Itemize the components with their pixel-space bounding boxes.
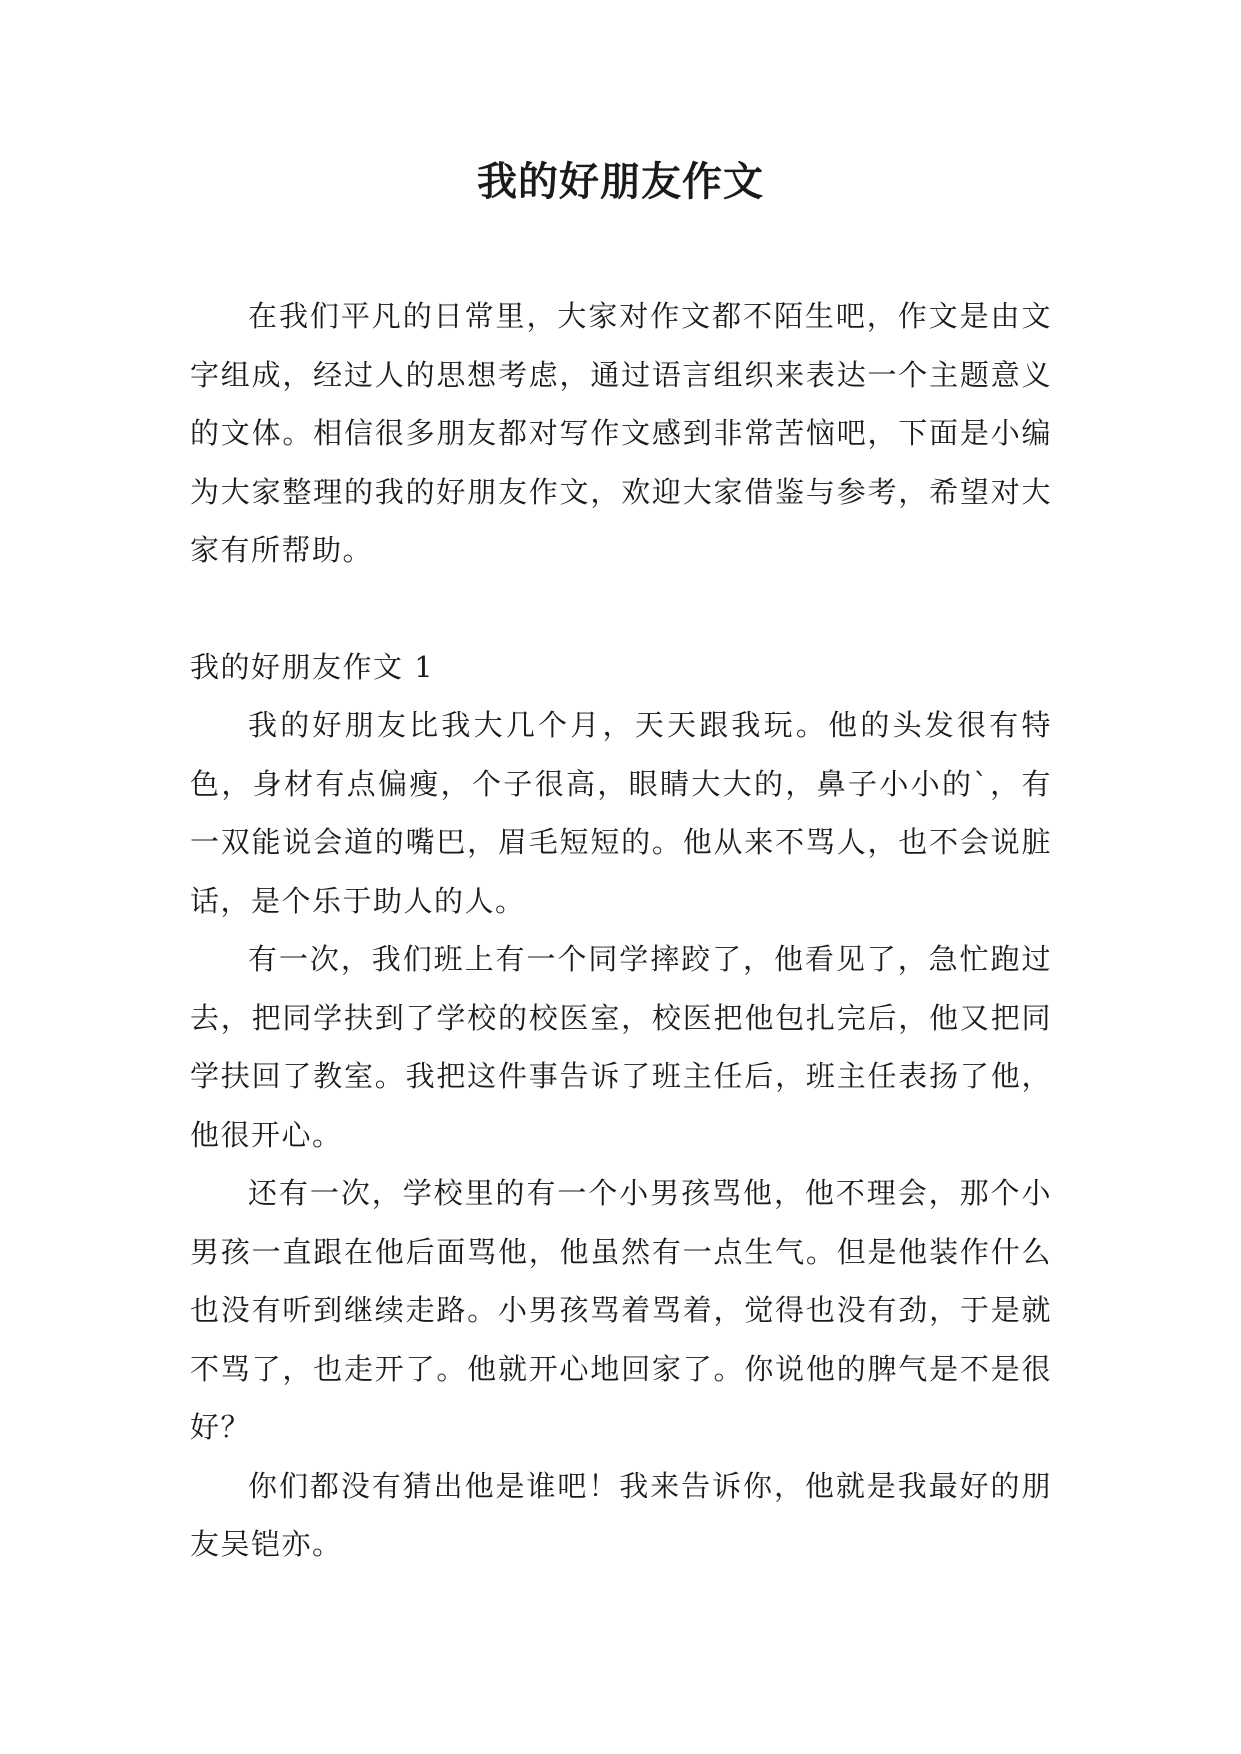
document-title: 我的好朋友作文 [477, 158, 764, 205]
section-heading: 我的好朋友作文 1 [190, 649, 435, 684]
intro-paragraph: 在我们平凡的日常里，大家对作文都不陌生吧，作文是由文字组成，经过人的思想考虑，通过语言组织来表达一个主题意义的文体。相信很多朋友都对写作文感到非常苦恼吧，下面是小编为大家整理的我的好朋友作文，欢迎大家借鉴与参考，希望对大家有所帮助。 [190, 299, 1052, 567]
body-paragraph: 还有一次，学校里的有一个小男孩骂他，他不理会，那个小男孩一直跟在他后面骂他，他虽然有一点生气。但是他装作什么也没有听到继续走路。小男孩骂着骂着，觉得也没有劲，于是就不骂了，也走开了。他就开心地回家了。你说他的脾气是不是很好？ [190, 1176, 1052, 1444]
body-paragraph: 有一次，我们班上有一个同学摔跤了，他看见了，急忙跑过去，把同学扶到了学校的校医室，校医把他包扎完后，他又把同学扶回了教室。我把这件事告诉了班主任后，班主任表扬了他，他很开心。 [190, 942, 1052, 1152]
document-body [190, 287, 1052, 1574]
body-paragraph: 我的好朋友比我大几个月，天天跟我玩。他的头发很有特色，身材有点偏瘦，个子很高，眼睛大大的，鼻子小小的`，有一双能说会道的嘴巴，眉毛短短的。他从来不骂人，也不会说脏话，是个乐于助人的人。 [190, 708, 1052, 918]
body-paragraph: 你们都没有猜出他是谁吧！我来告诉你，他就是我最好的朋友吴铠亦。 [190, 1468, 1052, 1561]
